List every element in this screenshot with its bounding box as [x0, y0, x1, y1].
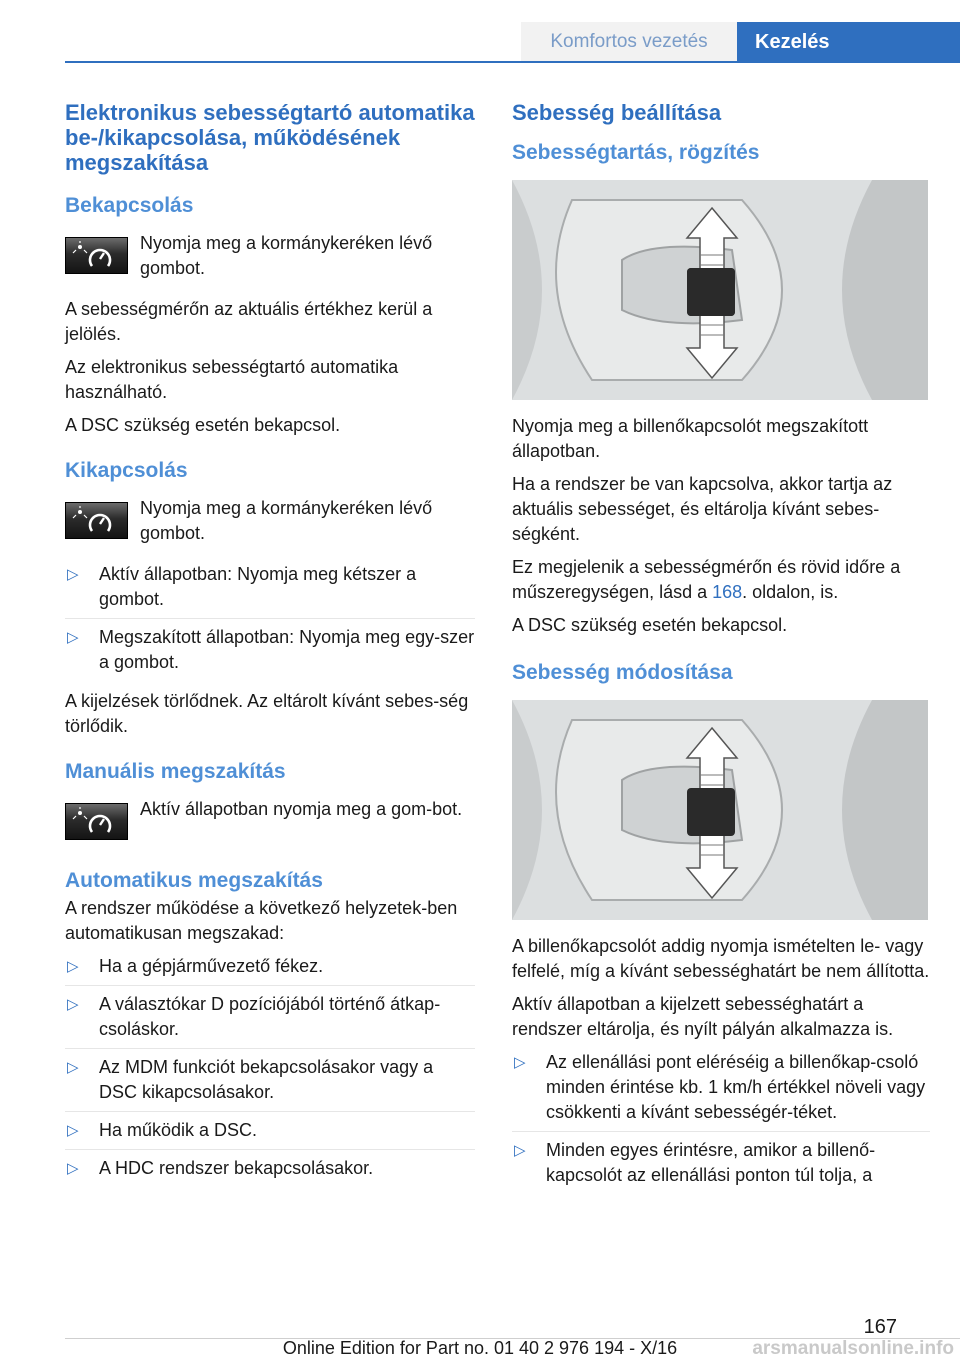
paragraph: Ha a rendszer be van kapcsolva, akkor tartja az aktuális sebességet, és eltárolja kívánt sebes-ségként. [512, 474, 893, 544]
list-item: ▷ A választókar D pozíciójából történő átkap-csoláskor. [65, 992, 475, 1049]
list-item: ▷ A HDC rendszer bekapcsolásakor. [65, 1156, 475, 1187]
manualis-icon-row [65, 797, 475, 840]
bekapcsolas-icon-text: Nyomja meg a kormánykeréken lévő gombot. [140, 233, 433, 278]
triangle-right-icon: ▷ [67, 1122, 79, 1139]
list-item: ▷ Minden egyes érintésre, amikor a billenő-kapcsolót az ellenállási ponton túl tolja, a [514, 1140, 876, 1185]
left-column [65, 100, 475, 1195]
list-item: ▷ Az ellenállási pont eléréséig a billenőkap-csoló minden érintése kb. 1 km/h értékkel növeli vagy csökkenti a kívánt sebességér-téket. [512, 1050, 930, 1132]
right-title: Sebesség beállítása [512, 100, 722, 125]
bekapcsolas-icon-row [65, 231, 475, 281]
paragraph: Az elektronikus sebességtartó automatika használható. [65, 357, 399, 402]
paragraph: A rendszer működése a következő helyzetek-ben automatikusan megszakad: [65, 898, 458, 943]
triangle-right-icon: ▷ [67, 566, 79, 583]
cruise-control-button-icon [65, 237, 128, 274]
footer-edition: Online Edition for Part no. 01 40 2 976 194 - X/16 [282, 1338, 678, 1358]
triangle-right-icon: ▷ [67, 958, 79, 975]
paragraph: A sebességmérőn az aktuális értékhez kerül a jelölés. [65, 299, 433, 344]
heading-modositas: Sebesség módosítása [512, 661, 733, 684]
cruise-control-button-icon [65, 803, 128, 840]
triangle-right-icon: ▷ [67, 1160, 79, 1177]
steering-wheel-switch-photo [512, 180, 928, 400]
paragraph: Ez megjelenik a sebességmérőn és rövid időre a műszeregységen, lásd a 168. oldalon, is. [512, 557, 901, 602]
heading-bekapcsolas: Bekapcsolás [65, 194, 194, 217]
paragraph: A DSC szükség esetén bekapcsol. [512, 615, 788, 635]
heading-automatikus: Automatikus megszakítás [65, 869, 323, 892]
list-item: ▷ Az MDM funkciót bekapcsolásakor vagy a DSC kikapcsolásakor. [65, 1055, 475, 1112]
watermark: arsmanualsonline.info [752, 1338, 954, 1359]
right-column [512, 100, 930, 1202]
triangle-right-icon: ▷ [67, 629, 79, 646]
cruise-control-button-icon [65, 502, 128, 539]
modositas-list [512, 1050, 930, 1194]
triangle-right-icon: ▷ [514, 1142, 526, 1159]
kikapcsolas-icon-text: Nyomja meg a kormánykeréken lévő gombot. [140, 498, 433, 543]
heading-manualis: Manuális megszakítás [65, 760, 286, 783]
left-title: Elektronikus sebességtartó automatika be-/kikapcsolása, működésének megszakítása [65, 100, 475, 175]
triangle-right-icon: ▷ [67, 996, 79, 1013]
list-item: ▷ Ha a gépjárművezető fékez. [65, 954, 475, 986]
triangle-right-icon: ▷ [514, 1054, 526, 1071]
steering-wheel-switch-photo [512, 700, 928, 920]
paragraph: A billenőkapcsolót addig nyomja ismételten le- vagy felfelé, míg a kívánt sebességhatárt be nem állította. [512, 936, 930, 981]
paragraph: A kijelzések törlődnek. Az eltárolt kívánt sebes-ség törlődik. [65, 691, 469, 736]
heading-kikapcsolas: Kikapcsolás [65, 459, 188, 482]
kikapcsolas-list [65, 562, 475, 681]
kikapcsolas-icon-row [65, 496, 475, 546]
page-number: 167 [863, 1316, 897, 1338]
paragraph: Aktív állapotban a kijelzett sebességhatárt a rendszer eltárolja, és nyílt pályán alkalmazza is. [512, 994, 894, 1039]
list-item: ▷ Megszakított állapotban: Nyomja meg egy-szer a gombot. [67, 627, 475, 672]
triangle-right-icon: ▷ [67, 1059, 79, 1076]
manualis-icon-text: Aktív állapotban nyomja meg a gom-bot. [140, 799, 463, 819]
paragraph: A DSC szükség esetén bekapcsol. [65, 415, 341, 435]
header-chapter-tab: Kezelés [737, 22, 960, 63]
list-item: ▷ Ha működik a DSC. [65, 1118, 475, 1150]
list-item: ▷ Aktív állapotban: Nyomja meg kétszer a gombot. [65, 562, 475, 619]
page-link[interactable]: 168 [712, 582, 743, 602]
heading-rogzites: Sebességtartás, rögzítés [512, 141, 760, 164]
header-rule [65, 61, 960, 63]
header-section-tab: Komfortos vezetés [521, 22, 737, 61]
automatikus-list [65, 954, 475, 1187]
paragraph: Nyomja meg a billenőkapcsolót megszakított állapotban. [512, 416, 869, 461]
